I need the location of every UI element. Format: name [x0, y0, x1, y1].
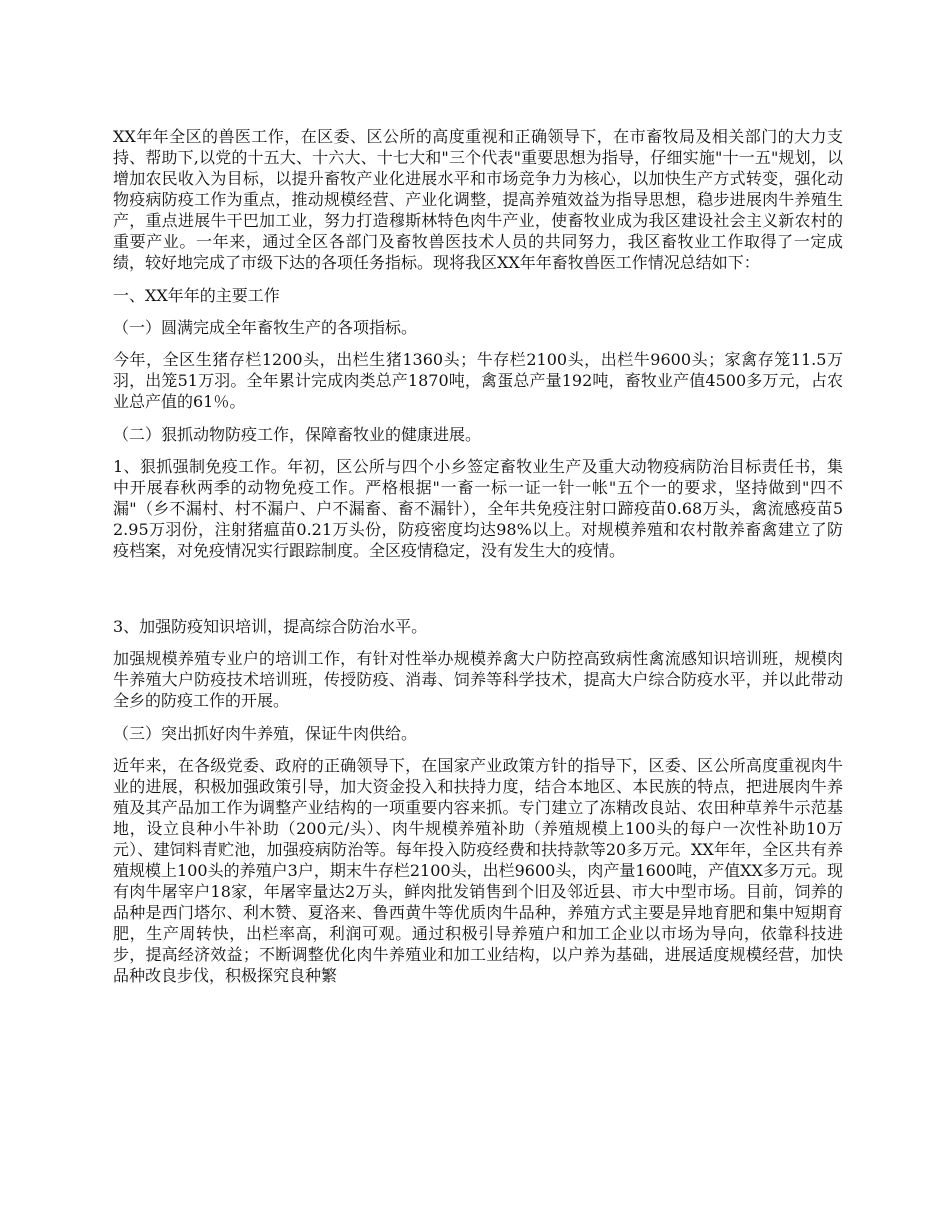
- production-stats-paragraph: 今年，全区生猪存栏1200头，出栏生猪1360头；牛存栏2100头，出栏牛9600头；家禽存笼11.5万羽，出笼51万羽。全年累计完成肉类总产1870吨，禽蛋总产量192吨，畜牧业产值4500多万元，占农业总产值的61％。: [113, 350, 843, 411]
- subsection-heading-epidemic-prevention: （二）狠抓动物防疫工作，保障畜牧业的健康进展。: [113, 425, 482, 444]
- section-heading-main-work: 一、XX年年的主要工作: [113, 286, 280, 305]
- subsection-heading-training: 3、加强防疫知识培训，提高综合防治水平。: [113, 617, 428, 636]
- document-body: [113, 126, 843, 998]
- training-paragraph: 加强规模养殖专业户的培训工作，有针对性举办规模养禽大户防控高致病性禽流感知识培训班，规模肉牛养殖大户防疫技术培训班，传授防疫、消毒、饲养等科学技术，提高大户综合防疫水平，并以此带动全乡的防疫工作的开展。: [113, 649, 843, 710]
- beef-cattle-paragraph: 近年来，在各级党委、政府的正确领导下，在国家产业政策方针的指导下，区委、区公所高度重视肉牛业的进展，积极加强政策引导，加大资金投入和扶持力度，结合本地区、本民族的特点，把进展肉牛养殖及其产品加工作为调整产业结构的一项重要内容来抓。专门建立了冻精改良站、农田种草养牛示范基地，设立良种小牛补助（200元/头）、肉牛规模养殖补助（养殖规模上100头的每户一次性补助10万元）、建饲料青贮池，加强疫病防治等。每年投入防疫经费和扶持款等20多万元。XX年年，全区共有养殖规模上100头的养殖户3户，期末牛存栏2100头，出栏9600头，肉产量1600吨，产值XX多万元。现有肉牛屠宰户18家，年屠宰量达2万头，鲜肉批发销售到个旧及邻近县、市大中型市场。目前，饲养的品种是西门塔尔、利木赞、夏洛来、鲁西黄牛等优质肉牛品种，养殖方式主要是异地育肥和集中短期育肥，生产周转快，出栏率高，利润可观。通过积极引导养殖户和加工企业以市场为导向，依靠科技进步，提高经济效益；不断调整优化肉牛养殖业和加工业结构，以户养为基础，进展适度规模经营，加快品种改良步伐，积极探究良种繁: [113, 756, 843, 985]
- intro-paragraph: XX年年全区的兽医工作，在区委、区公所的高度重视和正确领导下，在市畜牧局及相关部门的大力支持、帮助下,以党的十五大、十六大、十七大和"三个代表"重要思想为指导，仔细实施"十一五"规划，以增加农民收入为目标，以提升畜牧产业化进展水平和市场竞争力为核心，以加快生产方式转变，强化动物疫病防疫工作为重点，推动规模经营、产业化调整，提高养殖效益为指导思想，稳步进展肉牛养殖生产，重点进展牛干巴加工业，努力打造穆斯林特色肉牛产业，使畜牧业成为我区建设社会主义新农村的重要产业。一年来，通过全区各部门及畜牧兽医技术人员的共同努力，我区畜牧业工作取得了一定成绩，较好地完成了市级下达的各项任务指标。现将我区XX年年畜牧兽医工作情况总结如下：: [113, 127, 843, 272]
- subsection-heading-beef-cattle: （三）突出抓好肉牛养殖，保证牛肉供给。: [113, 724, 418, 743]
- immunization-paragraph: 1、狠抓强制免疫工作。年初，区公所与四个小乡签定畜牧业生产及重大动物疫病防治目标责任书，集中开展春秋两季的动物免疫工作。严格根据"一畜一标一证一针一帐"五个一的要求，坚持做到"四不漏"（乡不漏村、村不漏户、户不漏畜、畜不漏针），全年共免疫注射口蹄疫苗0.68万头，禽流感疫苗52.95万羽份，注射猪瘟苗0.21万头份，防疫密度均达98%以上。对规模养殖和农村散养畜禽建立了防疫档案，对免疫情况实行跟踪制度。全区疫情稳定，没有发生大的疫情。: [113, 457, 843, 560]
- subsection-heading-production-targets: （一）圆满完成全年畜牧生产的各项指标。: [113, 318, 418, 337]
